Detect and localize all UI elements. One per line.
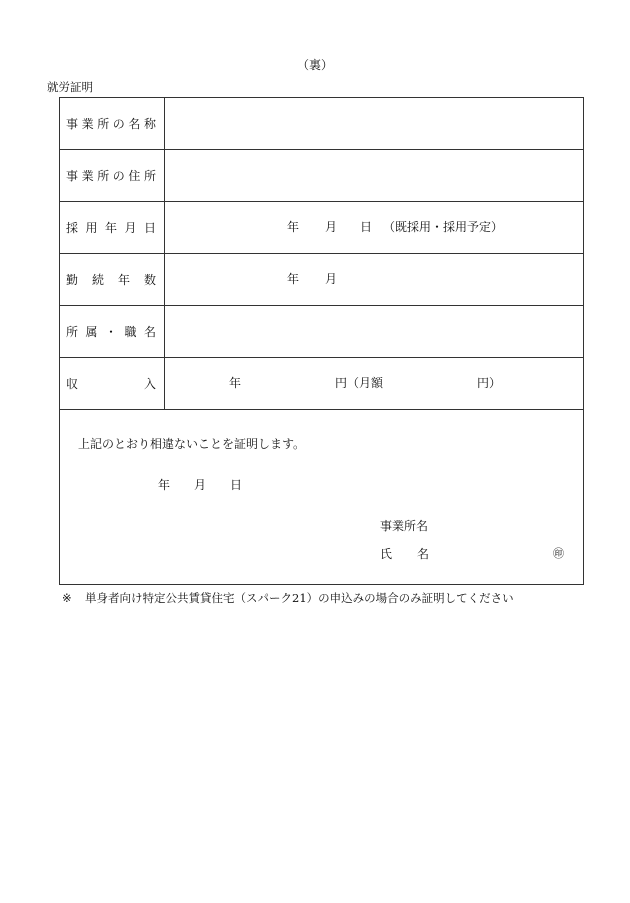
table-row [60, 358, 584, 410]
label-office-address: 事 業 所 の 住 所 [60, 150, 165, 202]
label-office-name: 事 業 所 の 名 称 [60, 98, 165, 150]
certification-statement: 上記のとおり相違ないことを証明します。 [78, 437, 306, 451]
label-income: 収 入 [60, 358, 165, 410]
certification-row [60, 410, 584, 585]
section-title: 就労証明 [47, 80, 93, 94]
years-of-service-field[interactable] [165, 254, 584, 306]
label-hire-date: 採 用 年 月 日 [60, 202, 165, 254]
reference-mark: ※ [62, 591, 72, 605]
name-label: 氏 [380, 547, 393, 561]
footnote [62, 593, 514, 605]
date-day-unit: 日 [230, 478, 243, 492]
year-unit: 年 [229, 376, 242, 390]
office-name-label: 事業所名 [380, 519, 429, 533]
income-field[interactable] [165, 358, 584, 410]
employment-certificate-table [59, 97, 584, 585]
office-address-field[interactable] [165, 150, 584, 202]
certification-box [60, 410, 584, 585]
seal-icon: ㊞ [553, 547, 564, 560]
hire-status-note: （既採用・採用予定） [383, 220, 504, 234]
year-unit: 年 [287, 220, 300, 234]
label-years-of-service: 勤 続 年 数 [60, 254, 165, 306]
table-row [60, 254, 584, 306]
year-unit: 年 [287, 272, 300, 286]
table-row [60, 150, 584, 202]
table-row [60, 306, 584, 358]
date-year-unit: 年 [158, 478, 171, 492]
date-month-unit: 月 [194, 478, 207, 492]
department-position-field[interactable] [165, 306, 584, 358]
yen-monthly-open: 円（月額 [335, 376, 384, 390]
label-department-position: 所 属 ・ 職 名 [60, 306, 165, 358]
office-name-field[interactable] [165, 98, 584, 150]
page-side-marker: （裏） [296, 58, 333, 72]
day-unit: 日 [360, 220, 373, 234]
footnote-text: 単身者向け特定公共賃貸住宅（スパーク21）の申込みの場合のみ証明してください [85, 591, 514, 605]
month-unit: 月 [325, 272, 338, 286]
yen-monthly-close: 円） [477, 376, 502, 390]
hire-date-field[interactable] [165, 202, 584, 254]
table-row [60, 202, 584, 254]
name-label: 名 [417, 547, 430, 561]
table-row [60, 98, 584, 150]
month-unit: 月 [325, 220, 338, 234]
